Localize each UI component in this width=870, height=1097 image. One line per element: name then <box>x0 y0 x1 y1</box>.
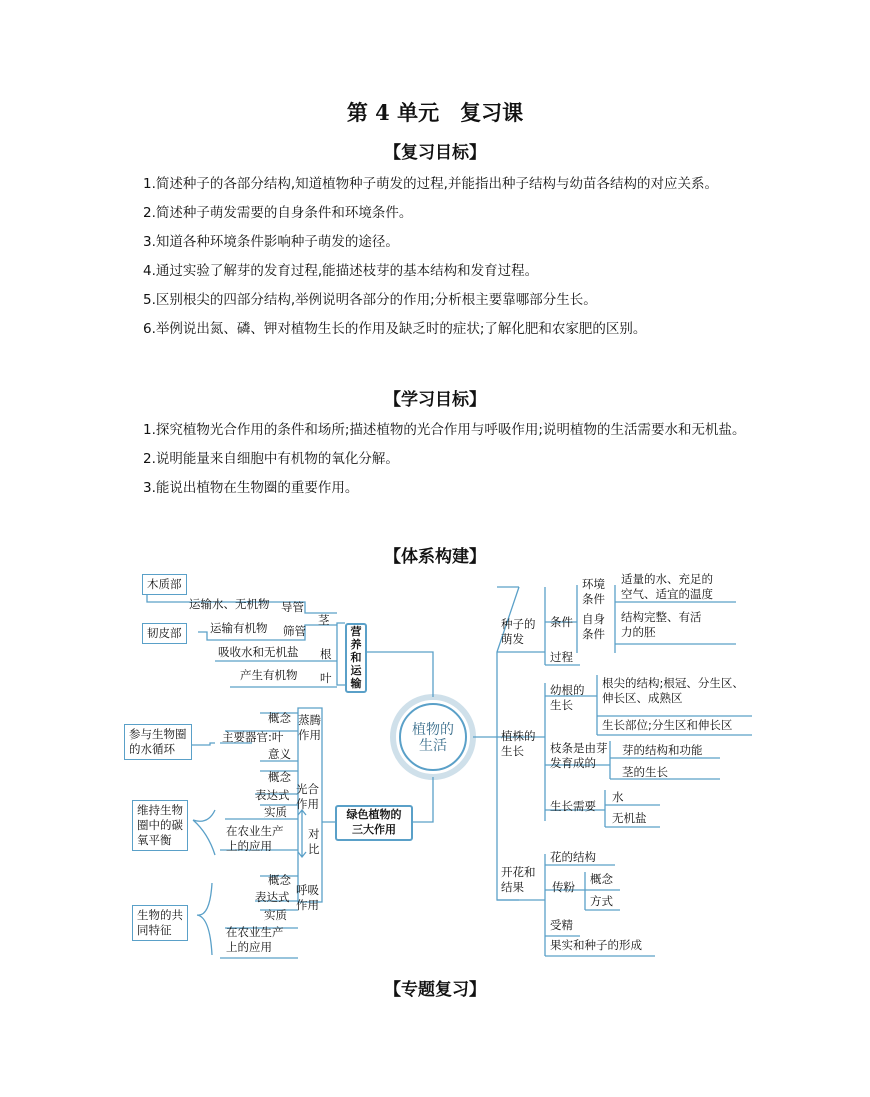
transport-label: 输 <box>350 677 362 690</box>
environment-detail-text: 空气、适宜的温度 <box>621 587 713 601</box>
seed-germination-text: 萌发 <box>501 632 524 646</box>
transport-label: 营 <box>350 625 362 638</box>
self-text: 自身 <box>582 612 605 626</box>
transport-label: 运 <box>350 664 362 677</box>
photosynthesis-label <box>296 782 319 812</box>
transpiration-text: 作用 <box>298 728 321 742</box>
review-goal: 2.简述种子萌发需要的自身条件和环境条件。 <box>143 205 413 221</box>
flowering-text: 结果 <box>501 880 524 894</box>
water-cycle-node <box>124 724 192 760</box>
water-cycle-label: 的水循环 <box>129 742 175 756</box>
three-functions-label: 绿色植物的 <box>346 808 402 821</box>
produce-label: 产生有机物 <box>240 668 298 682</box>
transport-label: 养 <box>350 638 362 651</box>
common-feature-node <box>132 905 188 941</box>
environment-detail <box>621 572 713 602</box>
seed-germination-label <box>501 617 536 647</box>
self-detail-text: 结构完整、有活 <box>621 610 702 624</box>
environment-detail-text: 适量的水、充足的 <box>621 572 713 586</box>
root-tip-text: 根尖的结构;根冠、分生区、 <box>602 676 744 690</box>
photosynthesis-concept: 概念 <box>268 770 291 784</box>
center-node <box>409 722 457 754</box>
plant-growth-label <box>501 729 536 759</box>
respiration-label <box>296 883 319 913</box>
branch-text: 发育成的 <box>550 756 596 770</box>
stem-label: 茎 <box>318 613 330 627</box>
carbon-oxygen-label: 圈中的碳 <box>137 818 183 832</box>
three-functions-label: 三大作用 <box>352 823 396 836</box>
photosynthesis-expression: 表达式 <box>255 788 290 802</box>
topic-heading: 【专题复习】 <box>384 980 486 1000</box>
transpiration-label <box>298 713 321 743</box>
branch-text: 枝条是由芽 <box>550 741 608 755</box>
leaf-label: 叶 <box>320 671 332 685</box>
learning-goals-heading: 【学习目标】 <box>384 390 486 410</box>
photosynthesis-agriculture <box>226 824 284 854</box>
review-goal: 6.举例说出氮、磷、钾对植物生长的作用及缺乏时的症状;了解化肥和农家肥的区别。 <box>143 321 647 337</box>
sieve-label: 筛管 <box>283 624 306 638</box>
page-title: 第 4 单元 复习课 <box>346 100 524 125</box>
photosynthesis-text: 光合 <box>296 782 319 796</box>
learning-goal: 1.探究植物光合作用的条件和场所;描述植物的光合作用与呼吸作用;说明植物的生活需要水和无机盐。 <box>143 422 746 438</box>
growth-part-label: 生长部位;分生区和伸长区 <box>602 718 733 732</box>
respiration-text: 作用 <box>296 898 319 912</box>
fruit-label: 果实和种子的形成 <box>550 938 642 952</box>
flower-label: 花的结构 <box>550 850 596 864</box>
water-cycle-label: 参与生物圈 <box>129 727 187 741</box>
root-tip-text: 伸长区、成熟区 <box>602 691 683 705</box>
respiration-agriculture <box>226 925 284 955</box>
xylem-node: 木质部 <box>142 574 187 595</box>
bud-label: 芽的结构和功能 <box>622 743 703 757</box>
agriculture-text: 在农业生产 <box>226 824 284 838</box>
plant-growth-text: 植株的 <box>501 729 536 743</box>
branch-label <box>550 741 608 771</box>
three-functions-node <box>335 805 413 841</box>
root-tip-label <box>602 676 744 706</box>
transpiration-concept: 概念 <box>268 711 291 725</box>
review-goal: 3.知道各种环境条件影响种子萌发的途径。 <box>143 234 399 250</box>
self-detail <box>621 610 702 640</box>
transpiration-meaning: 意义 <box>268 747 291 761</box>
review-goals-list <box>115 170 765 344</box>
carbon-oxygen-label: 氧平衡 <box>137 833 172 847</box>
needs-label: 生长需要 <box>550 799 596 813</box>
carbon-oxygen-node <box>132 800 188 851</box>
respiration-expression: 表达式 <box>255 890 290 904</box>
flowering-text: 开花和 <box>501 865 536 879</box>
pollination-method: 方式 <box>590 894 613 908</box>
root-growth-text: 生长 <box>550 698 573 712</box>
transport-label: 和 <box>350 651 362 664</box>
root-label: 根 <box>320 647 332 661</box>
pollination-concept: 概念 <box>590 872 613 886</box>
environment-label <box>582 577 605 607</box>
respiration-concept: 概念 <box>268 873 291 887</box>
organic-transport-label: 运输有机物 <box>210 621 268 635</box>
transport-node <box>345 623 367 693</box>
plant-growth-text: 生长 <box>501 744 524 758</box>
common-feature-label: 生物的共 <box>137 908 183 922</box>
agriculture-text: 在农业生产 <box>226 925 284 939</box>
system-heading: 【体系构建】 <box>384 547 486 567</box>
stem-growth-label: 茎的生长 <box>622 765 668 779</box>
pollination-label: 传粉 <box>552 880 575 894</box>
root-growth-text: 幼根的 <box>550 683 585 697</box>
center-label: 生活 <box>419 738 447 754</box>
self-detail-text: 力的胚 <box>621 625 656 639</box>
conditions-label: 条件 <box>550 615 573 629</box>
carbon-oxygen-label: 维持生物 <box>137 803 183 817</box>
water-label: 水 <box>612 790 624 804</box>
flowering-label <box>501 865 536 895</box>
absorb-label: 吸收水和无机盐 <box>218 645 299 659</box>
self-label <box>582 612 605 642</box>
self-text: 条件 <box>582 627 605 641</box>
review-goal: 4.通过实验了解芽的发育过程,能描述枝芽的基本结构和发育过程。 <box>143 263 539 279</box>
review-goal: 1.简述种子的各部分结构,知道植物种子萌发的过程,并能指出种子结构与幼苗各结构的对应关系。 <box>143 176 718 192</box>
learning-goals-list <box>115 416 765 503</box>
water-transport-label: 运输水、无机物 <box>189 597 270 611</box>
fertilization-label: 受精 <box>550 918 573 932</box>
review-goals-heading: 【复习目标】 <box>384 143 486 163</box>
respiration-text: 呼吸 <box>296 883 319 897</box>
agriculture-text: 上的应用 <box>226 940 272 954</box>
concept-map-lines <box>0 565 870 970</box>
center-label: 植物的 <box>412 722 454 738</box>
process-label: 过程 <box>550 650 573 664</box>
root-growth-label <box>550 683 585 713</box>
photosynthesis-text: 作用 <box>296 797 319 811</box>
vessel-label: 导管 <box>281 600 304 614</box>
common-feature-label: 同特征 <box>137 923 172 937</box>
concept-map <box>0 565 870 970</box>
contrast-text: 比 <box>308 842 320 856</box>
contrast-text: 对 <box>308 827 320 841</box>
photosynthesis-essence: 实质 <box>264 805 287 819</box>
learning-goal: 2.说明能量来自细胞中有机物的氧化分解。 <box>143 451 399 467</box>
transpiration-text: 蒸腾 <box>298 713 321 727</box>
seed-germination-text: 种子的 <box>501 617 536 631</box>
learning-goal: 3.能说出植物在生物圈的重要作用。 <box>143 480 359 496</box>
mineral-label: 无机盐 <box>612 811 647 825</box>
environment-text: 条件 <box>582 592 605 606</box>
phloem-node: 韧皮部 <box>142 623 187 644</box>
agriculture-text: 上的应用 <box>226 839 272 853</box>
main-organ-label: 主要器官:叶 <box>222 730 284 744</box>
environment-text: 环境 <box>582 577 605 591</box>
respiration-essence: 实质 <box>264 908 287 922</box>
contrast-label <box>308 827 320 857</box>
review-goal: 5.区别根尖的四部分结构,举例说明各部分的作用;分析根主要靠哪部分生长。 <box>143 292 597 308</box>
